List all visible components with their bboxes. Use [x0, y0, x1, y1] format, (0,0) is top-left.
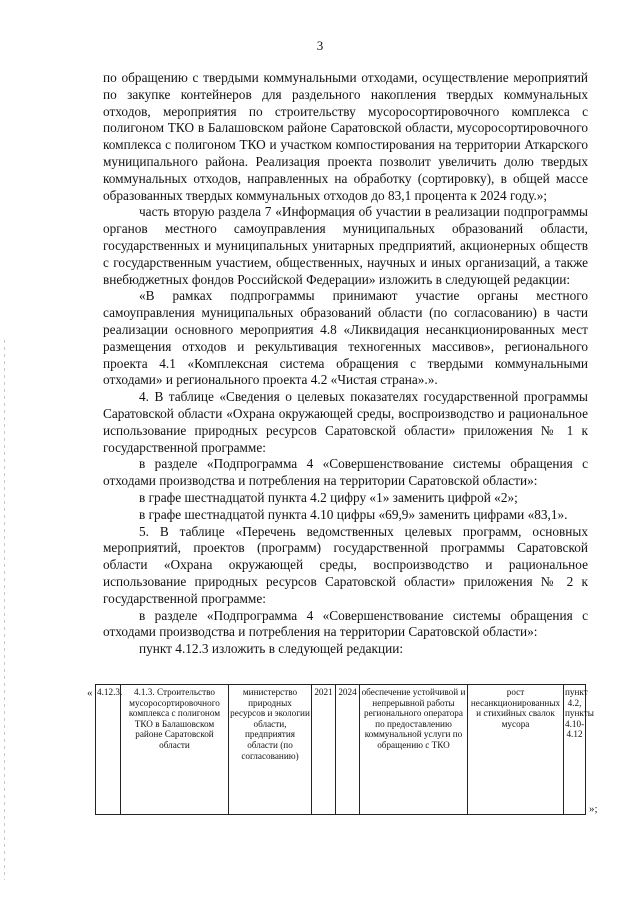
table-open-quote: « — [87, 687, 93, 699]
program-table — [95, 684, 594, 815]
table-row — [96, 685, 586, 815]
page-number: 3 — [316, 38, 324, 53]
paragraph: в графе шестнадцатой пункта 4.10 цифры «69,9» заменить цифрами «83,1». — [139, 506, 568, 522]
paragraph: в разделе «Подпрограмма 4 «Совершенствование системы обращения с отходами производства и потребления на территории Саратовской области»: — [103, 456, 588, 489]
paragraph: «В рамках подпрограммы принимают участие органы местного самоуправления муниципальных образований области (по согласованию) в части реализации основного мероприятия 4.8 «Ликвидация несанкционированных мест размещения отходов и рекультивация техногенных массивов», регионального проекта 4.1 «Комплексная система обращения с твердыми коммунальными отходами» и регионального проекта 4.2 «Чистая страна».». — [103, 288, 588, 388]
cell-responsible: министерство природных ресурсов и экологии области, предприятия области (по согласованию) — [229, 685, 312, 815]
cell-start-year: 2021 — [312, 685, 336, 815]
paragraph: 4. В таблице «Сведения о целевых показателях государственной программы Саратовской области «Охрана окружающей среды, воспроизводство и рациональное использование природных ресурсов Саратовской области» приложения № 1 к государственной программе: — [103, 389, 588, 455]
table-close-quote: »; — [589, 803, 598, 815]
cell-end-year: 2024 — [336, 685, 360, 815]
paragraph: в графе шестнадцатой пункта 4.2 цифру «1» заменить цифрой «2»; — [139, 489, 518, 505]
program-table-section — [87, 684, 605, 815]
document-body — [103, 70, 588, 658]
paragraph: часть вторую раздела 7 «Информация об участии в реализации подпрограммы органов местного самоуправления муниципальных образований области, государственных и муниципальных унитарных предприятий, акционерных обществ с государственным участием, общественных, научных и иных организаций, а также внебюджетных фондов Российской Федерации» изложить в следующей редакции: — [103, 204, 588, 287]
paragraph: 5. В таблице «Перечень ведомственных целевых программ, основных мероприятий, проектов (программ) государственной программы Саратовской области «Охрана окружающей среды, воспроизводство и рациональное использование природных ресурсов Саратовской области» приложения № 2 к государственной программе: — [103, 523, 588, 606]
scan-edge-mark — [4, 340, 5, 880]
cell-expected-result: обеспечение устойчивой и непрерывной работы регионального оператора по предоставлению коммунальной услуги по обращению с ТКО — [360, 685, 468, 815]
cell-activity: 4.1.3. Строительство мусоросортировочного комплекса с полигоном ТКО в Балашовском районе Саратовской области — [121, 685, 229, 815]
paragraph: по обращению с твердыми коммунальными отходами, осуществление мероприятий по закупке контейнеров для раздельного накопления твердых коммунальных отходов, мероприятия по строительству мусоросортировочного комплекса с полигоном ТКО в Балашовском районе Саратовской области, мусоросортировочного комплекса с полигоном ТКО и участком компостирования на территории Аткарского муниципального района. Реализация проекта позволит увеличить долю твердых коммунальных отходов, направленных на обработку (сортировку), в общей массе образованных твердых коммунальных отходов до 83,1 процента к 2024 году.»; — [103, 70, 588, 203]
cell-consequences: рост несанкционированных и стихийных свалок мусора — [468, 685, 564, 815]
paragraph: в разделе «Подпрограмма 4 «Совершенствование системы обращения с отходами производства и потребления на территории Саратовской области»: — [103, 607, 588, 640]
paragraph: пункт 4.12.3 изложить в следующей редакции: — [139, 641, 404, 657]
cell-indicator-link: пункт 4.2, пункты 4.10-4.12 — [564, 685, 586, 815]
cell-item-number: 4.12.3. — [96, 685, 121, 815]
